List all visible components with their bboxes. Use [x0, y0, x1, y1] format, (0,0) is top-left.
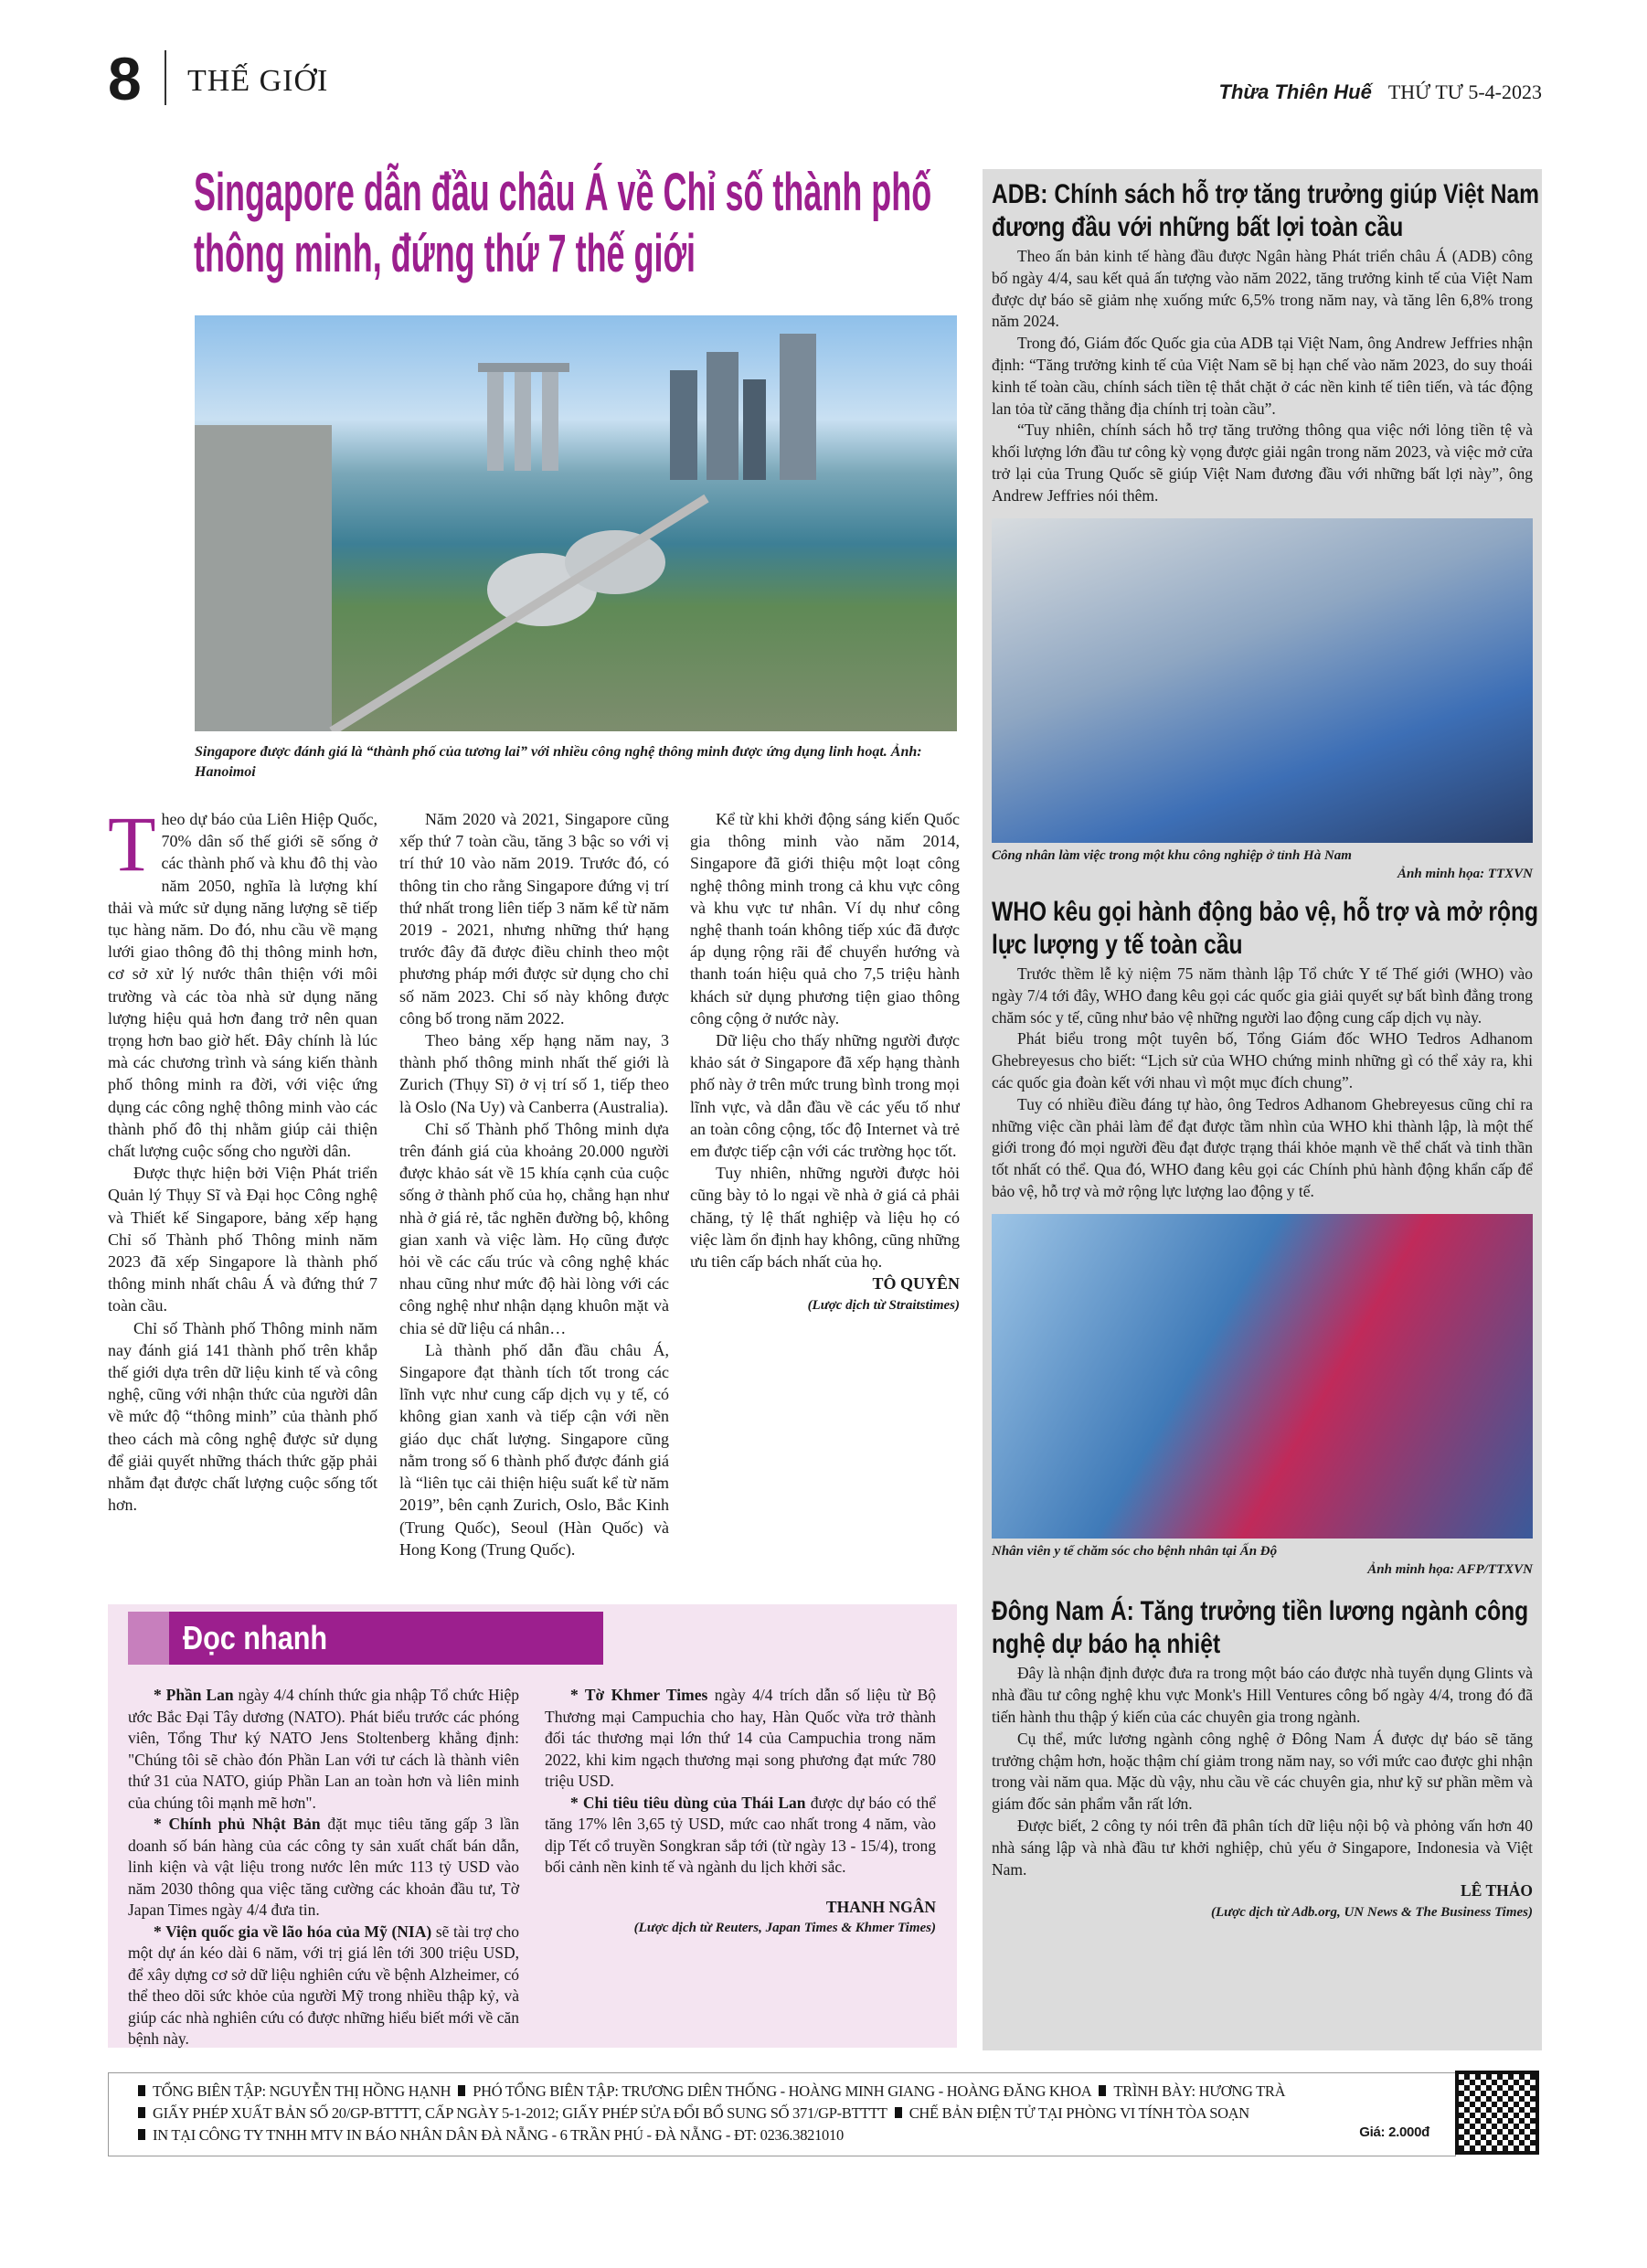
- quick-read-accent: [128, 1612, 169, 1665]
- photo-caption: Công nhân làm việc trong một khu công nghiệp ở tỉnh Hà Nam: [992, 847, 1352, 863]
- paragraph: “Tuy nhiên, chính sách hỗ trợ tăng trưởng thông qua việc nới lỏng tiền tệ và khối lượng lớn đầu tư công kỳ vọng được giải ngân trong năm 2023, và việc mở cửa trở lại của Trung Quốc sẽ giúp Việt Nam đương đầu với những bất lợi này”, ông Andrew Jeffries nói thêm.: [992, 421, 1533, 505]
- photo-caption: Singapore được đánh giá là “thành phố của tương lai” với nhiều công nghệ thông minh được ứng dụng linh hoạt. Ảnh: Hanoimoi: [195, 744, 922, 780]
- photo-caption: Nhân viên y tế chăm sóc cho bệnh nhân tại Ấn Độ: [992, 1543, 1278, 1559]
- article-column-3: [690, 808, 960, 1576]
- quick-read-column-2: [545, 1685, 936, 2050]
- photo-credit: Ảnh minh họa: TTXVN: [1397, 866, 1533, 881]
- paragraph: Chỉ số Thành phố Thông minh năm nay đánh giá 141 thành phố trên khắp thế giới dựa trên dữ liệu kinh tế và công nghệ, cũng với nhận thức của người dân về mức độ “thông minh” của thành phố theo cách mà công nghệ được sử dụng để giải quyết những thách thức gặp phải nhằm đạt được chất lượng cuộc sống tốt hơn.: [108, 1318, 377, 1515]
- paragraph: Năm 2020 và 2021, Singapore cũng xếp thứ 7 toàn cầu, tăng 3 bậc so với vị trí thứ 10 vào năm 2019. Trước đó, có thông tin cho rằng Singapore đứng vị trí thứ nhất trong liên tiếp 3 năm kể từ năm 2019 - 2021, nhưng những thứ hạng trước đây đã được điều chỉnh theo một phương pháp mới được sử dụng cho chỉ số năm 2023. Chỉ số này không được công bố trong năm 2022.: [399, 810, 669, 1028]
- paragraph: Trước thềm lễ kỷ niệm 75 năm thành lập Tổ chức Y tế Thế giới (WHO) vào ngày 7/4 tới đây, WHO đang kêu gọi các quốc gia giải quyết sự bất bình đẳng trong chăm sóc y tế, cũng như bảo vệ những người lao động cung cấp dịch vụ này.: [992, 964, 1533, 1027]
- article-column-2: [399, 808, 669, 1576]
- skyline-illustration: [195, 315, 957, 731]
- news-item: * Viện quốc gia về lão hóa của Mỹ (NIA) sẽ tài trợ cho một dự án kéo dài 6 năm, với trị giá lên tới 300 triệu USD, để xây dựng cơ sở dữ liệu nghiên cứu về bệnh Alzheimer, có thể theo dõi sức khỏe của người Mỹ trong nhiều thập kỷ, và giúp các nhà nghiên cứu có được những hiểu biết mới về căn bệnh này.: [128, 1922, 520, 2048]
- paragraph: Kể từ khi khởi động sáng kiến Quốc gia thông minh vào năm 2014, Singapore đã giới thiệu một loạt công nghệ thông minh trong cả khu vực công và khu vực tư nhân. Ví dụ như công nghệ thanh toán không tiếp xúc đã được áp dụng rộng rãi để chuyển hướng và thanh toán hiệu quả cho 7,5 triệu hành khách sử dụng phương tiện giao thông công cộng ở nước này.: [690, 810, 960, 1028]
- paragraph: Được biết, 2 công ty nói trên đã phân tích dữ liệu nội bộ và phỏng vấn hơn 40 nhà sáng lập và nhà đầu tư khởi nghiệp, chủ yếu ở Singapore, Indonesia và Việt Nam.: [992, 1815, 1533, 1879]
- editor-in-chief: TỔNG BIÊN TẬP: NGUYỄN THỊ HỒNG HẠNH: [153, 2082, 452, 2100]
- paper-name: Thừa Thiên Huế: [1218, 80, 1372, 103]
- paragraph: Tuy có nhiều điều đáng tự hào, ông Tedros Adhanom Ghebreyesus cũng chỉ ra những việc cần phải làm để đạt được tầm nhìn của WHO khi thành lập, là một thế giới trong đó mọi người đều đạt được trạng thái khỏe mạnh về thể chất và tinh thần tốt nhất có thể. Qua đó, WHO đang kêu gọi các Chính phủ hành động khẩn cấp để bảo vệ, hỗ trợ và mở rộng lực lượng lao động y tế.: [992, 1094, 1533, 1201]
- imprint-footer: [108, 2072, 1456, 2156]
- printer-info: IN TẠI CÔNG TY TNHH MTV IN BÁO NHÂN DÂN ĐÀ NẴNG - 6 TRẦN PHÚ - ĐÀ NẴNG - ĐT: 0236.3821010: [153, 2126, 844, 2144]
- article-author: LÊ THẢO: [1461, 1881, 1533, 1901]
- license-info: GIẤY PHÉP XUẤT BẢN SỐ 20/GP-BTTTT, CẤP NGÀY 5-1-2012; GIẤY PHÉP SỬA ĐỔI BỔ SUNG SỐ 371/GP-BTTTT: [153, 2104, 887, 2122]
- article-column-1: [108, 808, 377, 1576]
- paragraph: Đây là nhận định được đưa ra trong một báo cáo được nhà tuyển dụng Glints và nhà đầu tư công nghệ khu vực Monk's Hill Ventures công bố ngày 4/4, trong đó đã tiến hành thu thập ý kiến của các chuyên gia trong ngành.: [992, 1664, 1533, 1726]
- article-author: THANH NGÂN: [825, 1897, 936, 1916]
- layout-credit: TRÌNH BÀY: HƯƠNG TRÀ: [1113, 2082, 1286, 2100]
- article-source: (Lược dịch từ Reuters, Japan Times & Khmer Times): [633, 1921, 936, 1935]
- news-item: * Chính phủ Nhật Bản đặt mục tiêu tăng gấp 3 lần doanh số bán hàng của các công ty sản xuất chất bán dẫn, linh kiện và vật liệu trong nước lên mức 113 tỷ USD vào năm 2030 thông qua việc tăng cường các khoản đầu tư, Tờ Japan Times ngày 4/4 đưa tin.: [128, 1815, 520, 1919]
- section-title: THẾ GIỚI: [187, 64, 329, 98]
- deputy-editors: PHÓ TỔNG BIÊN TẬP: TRƯƠNG DIÊN THỐNG - HOÀNG MINH GIANG - HOÀNG ĐĂNG KHOA: [473, 2082, 1092, 2100]
- masthead: [1219, 80, 1542, 104]
- paragraph: Theo ấn bản kinh tế hàng đầu được Ngân hàng Phát triển châu Á (ADB) công bố ngày 4/4, sau kết quả ấn tượng vào năm 2022, tăng trưởng kinh tế của Việt Nam được dự báo sẽ giảm nhẹ xuống mức 6,5% trong năm nay, và tăng lên 6,8% trong năm 2024.: [992, 247, 1533, 331]
- paragraph: Chỉ số Thành phố Thông minh dựa trên đánh giá của khoảng 20.000 người được khảo sát về 15 khía cạnh của cuộc sống ở thành phố của họ, chẳng hạn như nhà ở giá rẻ, tắc nghẽn đường bộ, không gian xanh và việc làm. Họ cũng được hỏi về các cấu trúc và công nghệ khác nhau cũng như mức độ hài lòng với các công nghệ như nhận dạng khuôn mặt và chia sẻ dữ liệu cá nhân…: [399, 1119, 669, 1337]
- paragraph: Phát biểu trong một tuyên bố, Tổng Giám đốc WHO Tedros Adhanom Ghebreyesus cho biết: “Lịch sử của WHO chứng minh những gì có thể xảy ra, khi các quốc gia đoàn kết với nhau vì một mục đích chung”.: [992, 1029, 1533, 1092]
- news-item: * Phần Lan ngày 4/4 chính thức gia nhập Tổ chức Hiệp ước Bắc Đại Tây dương (NATO). Phát biểu trước các phóng viên, Tổng Thư ký NATO Jens Stoltenberg khẳng định: "Chúng tôi sẽ chào đón Phần Lan với tư cách là thành viên thứ 31 của NATO, giúp Phần Lan an toàn hơn và liên minh của chúng tôi mạnh mẽ hơn".: [128, 1686, 520, 1812]
- main-headline: Singapore dẫn đầu châu Á về Chỉ số thành phố thông minh, đứng thứ 7 thế giới: [194, 163, 932, 283]
- paragraph: Được thực hiện bởi Viện Phát triển Quản lý Thụy Sĩ và Đại học Công nghệ và Thiết kế Singapore, bảng xếp hạng Chỉ số Thành phố Thông minh năm 2023 đã xếp Singapore là thành phố thông minh nhất châu Á và đứng thứ 7 toàn cầu.: [108, 1164, 377, 1315]
- quick-read-header: [128, 1612, 603, 1665]
- header-divider: [165, 50, 166, 105]
- world-news-sidebar: [983, 169, 1542, 2050]
- factory-workers-photo: [992, 518, 1533, 843]
- singapore-photo: [195, 315, 957, 731]
- issue-date: THỨ TƯ 5-4-2023: [1387, 80, 1542, 103]
- article-author: TÔ QUYÊN: [872, 1274, 960, 1294]
- article-source: (Lược dịch từ Straitstimes): [807, 1298, 960, 1314]
- news-item: * Chi tiêu tiêu dùng của Thái Lan được dự báo có thể tăng 17% lên 3,65 tỷ USD, mức cao nhất trong 4 năm, vào dịp Tết cổ truyền Songkran sắp tới (từ ngày 13 - 15/4), trong bối cảnh nền kinh tế và ngành du lịch khởi sắc.: [545, 1793, 937, 1876]
- quick-read-box: [108, 1604, 957, 2048]
- drop-cap: T: [108, 808, 156, 888]
- paragraph: Trong đó, Giám đốc Quốc gia của ADB tại Việt Nam, ông Andrew Jeffries nhận định: “Tăng trưởng kinh tế của Việt Nam sẽ bị hạn chế vào năm 2023, do suy thoái kinh tế toàn cầu, chính sách tiền tệ thắt chặt ở các nền kinh tế tiên tiến, và tác động lan tỏa từ căng thẳng địa chính trị toàn cầu”.: [992, 334, 1533, 418]
- photo-credit: Ảnh minh họa: AFP/TTXVN: [1367, 1562, 1533, 1578]
- paragraph: Là thành phố dẫn đầu châu Á, Singapore đạt thành tích tốt trong các lĩnh vực như cung cấp dịch vụ y tế, có không gian xanh và tiếp cận với nền giáo dục chất lượng. Singapore cũng nằm trong số 6 thành phố được đánh giá là “liên tục cải thiện hiệu suất kể từ năm 2019”, bên cạnh Zurich, Oslo, Bắc Kinh (Trung Quốc), Seoul (Hàn Quốc) và Hong Kong (Trung Quốc).: [399, 1340, 669, 1559]
- quick-read-column-1: [128, 1685, 519, 2050]
- article-source: (Lược dịch từ Adb.org, UN News & The Business Times): [1211, 1905, 1533, 1921]
- typesetting-info: CHẾ BẢN ĐIỆN TỬ TẠI PHÒNG VI TÍNH TÒA SOẠN: [909, 2104, 1249, 2122]
- paragraph: heo dự báo của Liên Hiệp Quốc, 70% dân số thế giới sẽ sống ở các thành phố và khu đô thị vào năm 2050, nghĩa là lượng khí thải và mức sử dụng năng lượng sẽ tiếp tục hàng năm. Do đó, nhu cầu về mạng lưới giao thông đô thị thông minh hơn, cơ sở xử lý nước thân thiện với môi trường và các tòa nhà sử dụng năng lượng hiệu quả hơn đang trở nên quan trọng hơn bao giờ hết. Đây chính là lúc mà các chương trình và sáng kiến thành phố thông minh ra đời, với việc ứng dụng các công nghệ thông minh vào các thành phố đô thị nhằm giúp cải thiện chất lượng cuộc sống cho người dân.: [108, 810, 377, 1161]
- who-headline: WHO kêu gọi hành động bảo vệ, hỗ trợ và mở rộng lực lượng y tế toàn cầu: [992, 897, 1539, 961]
- price: Giá: 2.000đ: [1359, 2124, 1429, 2140]
- sea-headline: Đông Nam Á: Tăng trưởng tiền lương ngành công nghệ dự báo hạ nhiệt: [992, 1596, 1529, 1660]
- paragraph: Cụ thể, mức lương ngành công nghệ ở Đông Nam Á được dự báo sẽ tăng trưởng chậm hơn, hoặc thậm chí giảm trong năm nay, so với mức cao được ghi nhận trong vài năm qua. Mặc dù vậy, nhu cầu về các chuyên gia, như kỹ sư phần mềm và giám đốc sản phẩm vẫn rất lớn.: [992, 1729, 1533, 1814]
- paragraph: Theo bảng xếp hạng năm nay, 3 thành phố thông minh nhất thế giới là Zurich (Thụy Sĩ) ở vị trí số 1, tiếp theo là Oslo (Na Uy) và Canberra (Australia).: [399, 1031, 669, 1116]
- adb-headline: ADB: Chính sách hỗ trợ tăng trưởng giúp Việt Nam đương đầu với những bất lợi toàn cầu: [992, 179, 1540, 242]
- page-number: 8: [108, 45, 142, 112]
- paragraph: Dữ liệu cho thấy những người được khảo sát ở Singapore đã xếp hạng thành phố này ở trên mức trung bình trong mọi lĩnh vực, và dẫn đầu về các yếu tố như an toàn công cộng, tốc độ Internet và trẻ em được tiếp cận với các trường học tốt.: [690, 1031, 960, 1161]
- paragraph: Tuy nhiên, những người được hỏi cũng bày tỏ lo ngại về nhà ở giá cả phải chăng, tỷ lệ thất nghiệp và liệu họ có việc làm ổn định hay không, cũng những ưu tiên cấp bách nhất của họ.: [690, 1164, 960, 1272]
- qr-code[interactable]: [1455, 2071, 1539, 2155]
- news-item: * Tờ Khmer Times ngày 4/4 trích dẫn số liệu từ Bộ Thương mại Campuchia cho hay, Hàn Quốc vừa trở thành đối tác thương mại lớn thứ 14 của Campuchia trong năm 2022, khi kim ngạch thương mại song phương đạt mức 780 triệu USD.: [545, 1686, 936, 1790]
- quick-read-title: Đọc nhanh: [183, 1619, 328, 1656]
- health-workers-photo: [992, 1214, 1533, 1539]
